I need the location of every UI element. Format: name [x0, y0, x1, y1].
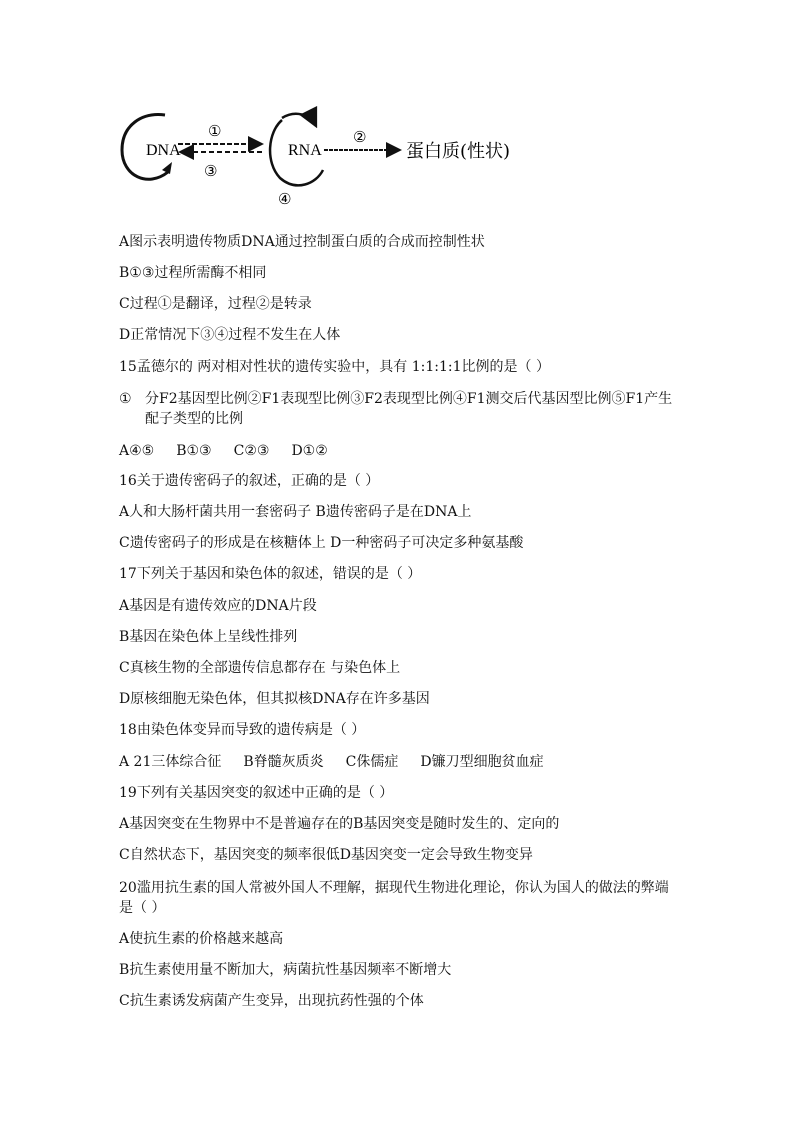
q15-items-text: 分F2基因型比例②F1表现型比例③F2表现型比例④F1测交后代基因型比例⑤F1产生配子类型的比例	[145, 391, 673, 427]
q17-option-c: C真核生物的全部遗传信息都存在 与染色体上	[119, 660, 401, 676]
q18-option-b: B脊髓灰质炎	[243, 754, 324, 770]
q15-option-a: A④⑤	[119, 443, 155, 459]
step4-label: ④	[278, 190, 292, 208]
q18-stem: 18由染色体变异而导致的遗传病是（ ）	[119, 722, 366, 738]
q20-option-b: B抗生素使用量不断加大，病菌抗性基因频率不断增大	[119, 962, 452, 978]
q19-options-cd: C自然状态下，基因突变的频率很低D基因突变一定会导致生物变异	[119, 847, 533, 863]
q14-option-d: D正常情况下③④过程不发生在人体	[119, 327, 341, 343]
q15-option-b: B①③	[176, 443, 212, 459]
protein-trait-label: 蛋白质(性状)	[406, 141, 511, 162]
step2-label: ②	[353, 128, 367, 146]
q16-options-cd: C遗传密码子的形成是在核糖体上 D一种密码子可决定多种氨基酸	[119, 535, 524, 551]
q19-options-ab: A基因突变在生物界中不是普遍存在的B基因突变是随时发生的、定向的	[119, 816, 560, 832]
dna-loop-arrow-icon	[162, 162, 172, 174]
q18-option-c: C侏儒症	[345, 754, 399, 770]
q19-stem: 19下列有关基因突变的叙述中正确的是（ ）	[119, 785, 394, 801]
q18-option-a: A 21三体综合征	[119, 754, 222, 770]
q14-option-b: B①③过程所需酶不相同	[119, 265, 267, 281]
step3-label: ③	[204, 162, 218, 180]
step1-label: ①	[208, 122, 222, 140]
q14-option-a: A图示表明遗传物质DNA通过控制蛋白质的合成而控制性状	[119, 234, 485, 250]
q15-items-number: ①	[119, 391, 132, 407]
dna-label: DNA	[146, 142, 181, 159]
q17-stem: 17下列关于基因和染色体的叙述，错误的是（ ）	[119, 566, 422, 582]
q16-stem: 16关于遗传密码子的叙述，正确的是（ ）	[119, 473, 380, 489]
q15-options	[119, 441, 350, 461]
q15-option-c: C②③	[233, 443, 270, 459]
q16-options-ab: A人和大肠杆菌共用一套密码子 B遗传密码子是在DNA上	[119, 504, 472, 520]
q15-stem: 15孟德尔的 两对相对性状的遗传实验中，具有 1:1:1:1比例的是（ ）	[119, 359, 550, 375]
q17-option-b: B基因在染色体上呈线性排列	[119, 629, 298, 645]
q15-option-d: D①②	[291, 443, 328, 459]
rna-loop-arrow	[282, 114, 316, 126]
q15-items	[119, 389, 679, 429]
q17-option-d: D原核细胞无染色体，但其拟核DNA存在许多基因	[119, 691, 430, 707]
q14-option-c: C过程①是翻译，过程②是转录	[119, 296, 312, 312]
q20-option-c: C抗生素诱发病菌产生变异，出现抗药性强的个体	[119, 993, 424, 1009]
q17-option-a: A基因是有遗传效应的DNA片段	[119, 598, 317, 614]
q18-option-d: D镰刀型细胞贫血症	[420, 754, 544, 770]
central-dogma-diagram	[110, 100, 550, 215]
rna-label: RNA	[288, 142, 322, 159]
q20-stem: 20滥用抗生素的国人常被外国人不理解，据现代生物进化理论，你认为国人的做法的弊端是（ ）	[119, 880, 669, 916]
q18-options	[119, 752, 566, 772]
q20-option-a: A使抗生素的价格越来越高	[119, 931, 284, 947]
